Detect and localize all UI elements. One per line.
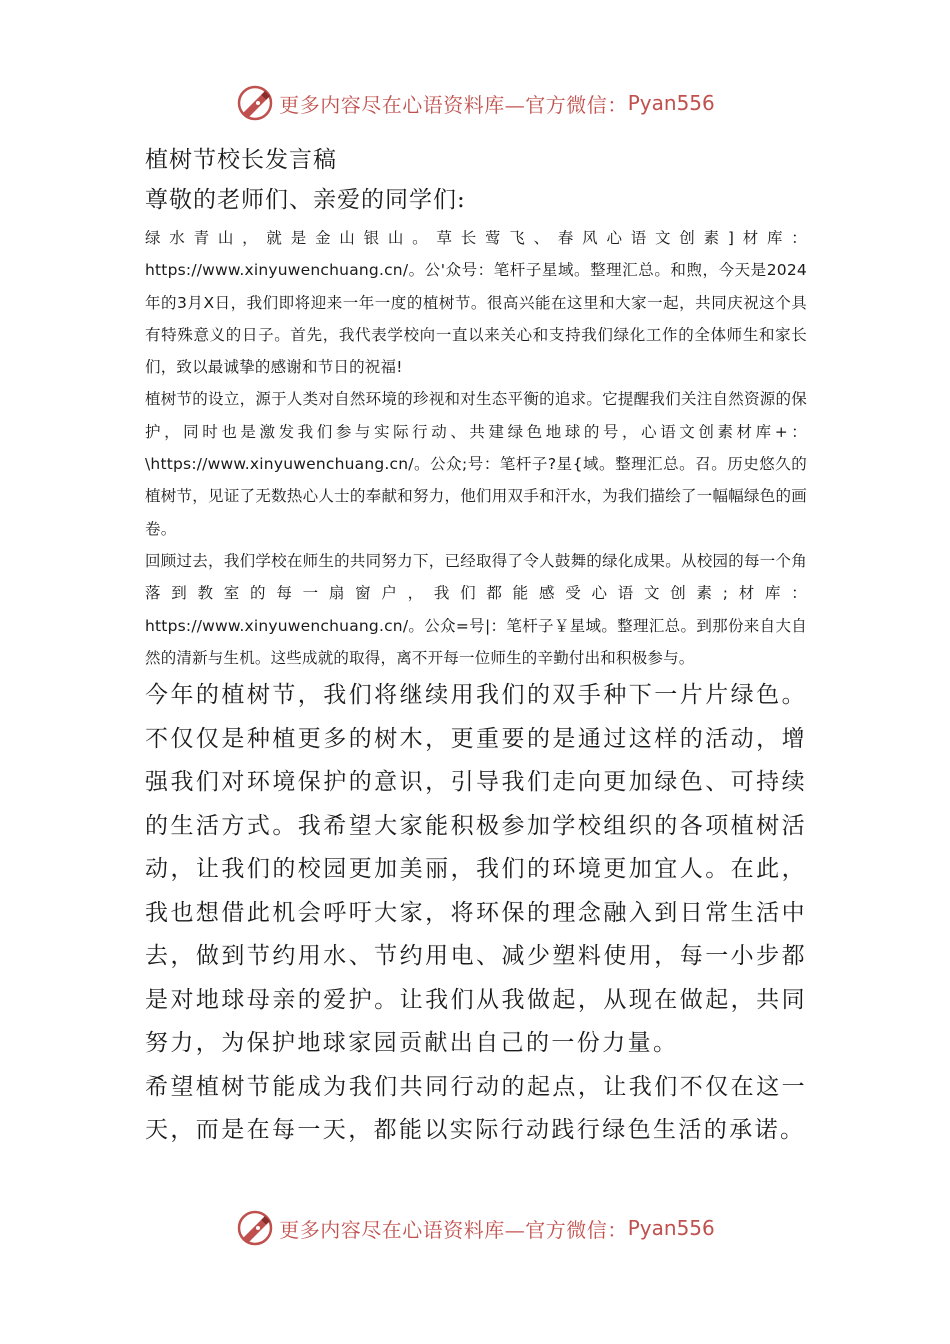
paragraph-2: 植树节的设立，源于人类对自然环境的珍视和对生态平衡的追求。它提醒我们关注自然资源的保护，同时也是激发我们参与实际行动、共建绿色地球的号，心语文创素材库+：\https://www.xinyuwenchuang.cn/。公众;号：笔杆子?星{域。整理汇总。召。历史悠久的植树节，见证了无数热心人士的奉献和努力，他们用双手和汗水，为我们描绘了一幅幅绿色的画卷。 <box>145 390 807 538</box>
paragraph-4: 今年的植树节，我们将继续用我们的双手种下一片片绿色。不仅仅是种植更多的树木，更重要的是通过这样的活动，增强我们对环境保护的意识，引导我们走向更加绿色、可持续的生活方式。我希望大家能积极参加学校组织的各项植树活动，让我们的校园更加美丽，我们的环境更加宜人。在此，我也想借此机会呼吁大家，将环保的理念融入到日常生活中去，做到节约用水、节约用电、减少塑料使用，每一小步都是对地球母亲的爱护。让我们从我做起，从现在做起，共同努力，为保护地球家园贡献出自己的一份力量。 <box>145 682 807 1057</box>
header-banner <box>0 81 950 125</box>
header-brand-text: 更多内容尽在心语资料库—官方微信： <box>279 92 628 117</box>
pen-circle-logo-icon <box>235 1208 275 1248</box>
footer-contact-id: Pyan556 <box>627 1216 715 1240</box>
paragraph-3: 回顾过去，我们学校在师生的共同努力下，已经取得了令人鼓舞的绿化成果。从校园的每一个角落到教室的每一扇窗户，我们都能感受心语文创素;材库：https://www.xinyuwenchuang.cn/。公众=号|：笔杆子￥星域。整理汇总。到那份来自大自然的清新与生机。这些成就的取得，离不开每一位师生的辛勤付出和积极参与。 <box>145 551 807 667</box>
document-title: 植树节校长发言稿 <box>145 147 337 173</box>
paragraph-1: 绿水青山，就是金山银山。草长莺飞、春风心语文创素]材库：https://www.xinyuwenchuang.cn/。公'众号：笔杆子星域。整理汇总。和煦，今天是2024年的3月X日，我们即将迎来一年一度的植树节。很高兴能在这里和大家一起，共同庆祝这个具有特殊意义的日子。首先，我代表学校向一直以来关心和支持我们绿化工作的全体师生和家长们，致以最诚挚的感谢和节日的祝福! <box>145 229 807 377</box>
header-contact-id: Pyan556 <box>627 91 715 115</box>
footer-brand-text: 更多内容尽在心语资料库—官方微信： <box>279 1217 628 1242</box>
footer-banner <box>0 1206 950 1250</box>
pen-circle-logo-icon <box>235 83 275 123</box>
greeting: 尊敬的老师们、亲爱的同学们: <box>145 187 466 213</box>
paragraph-5: 希望植树节能成为我们共同行动的起点，让我们不仅在这一天，而是在每一天，都能以实际行动践行绿色生活的承诺。 <box>145 1073 807 1144</box>
document-body <box>145 142 807 1153</box>
